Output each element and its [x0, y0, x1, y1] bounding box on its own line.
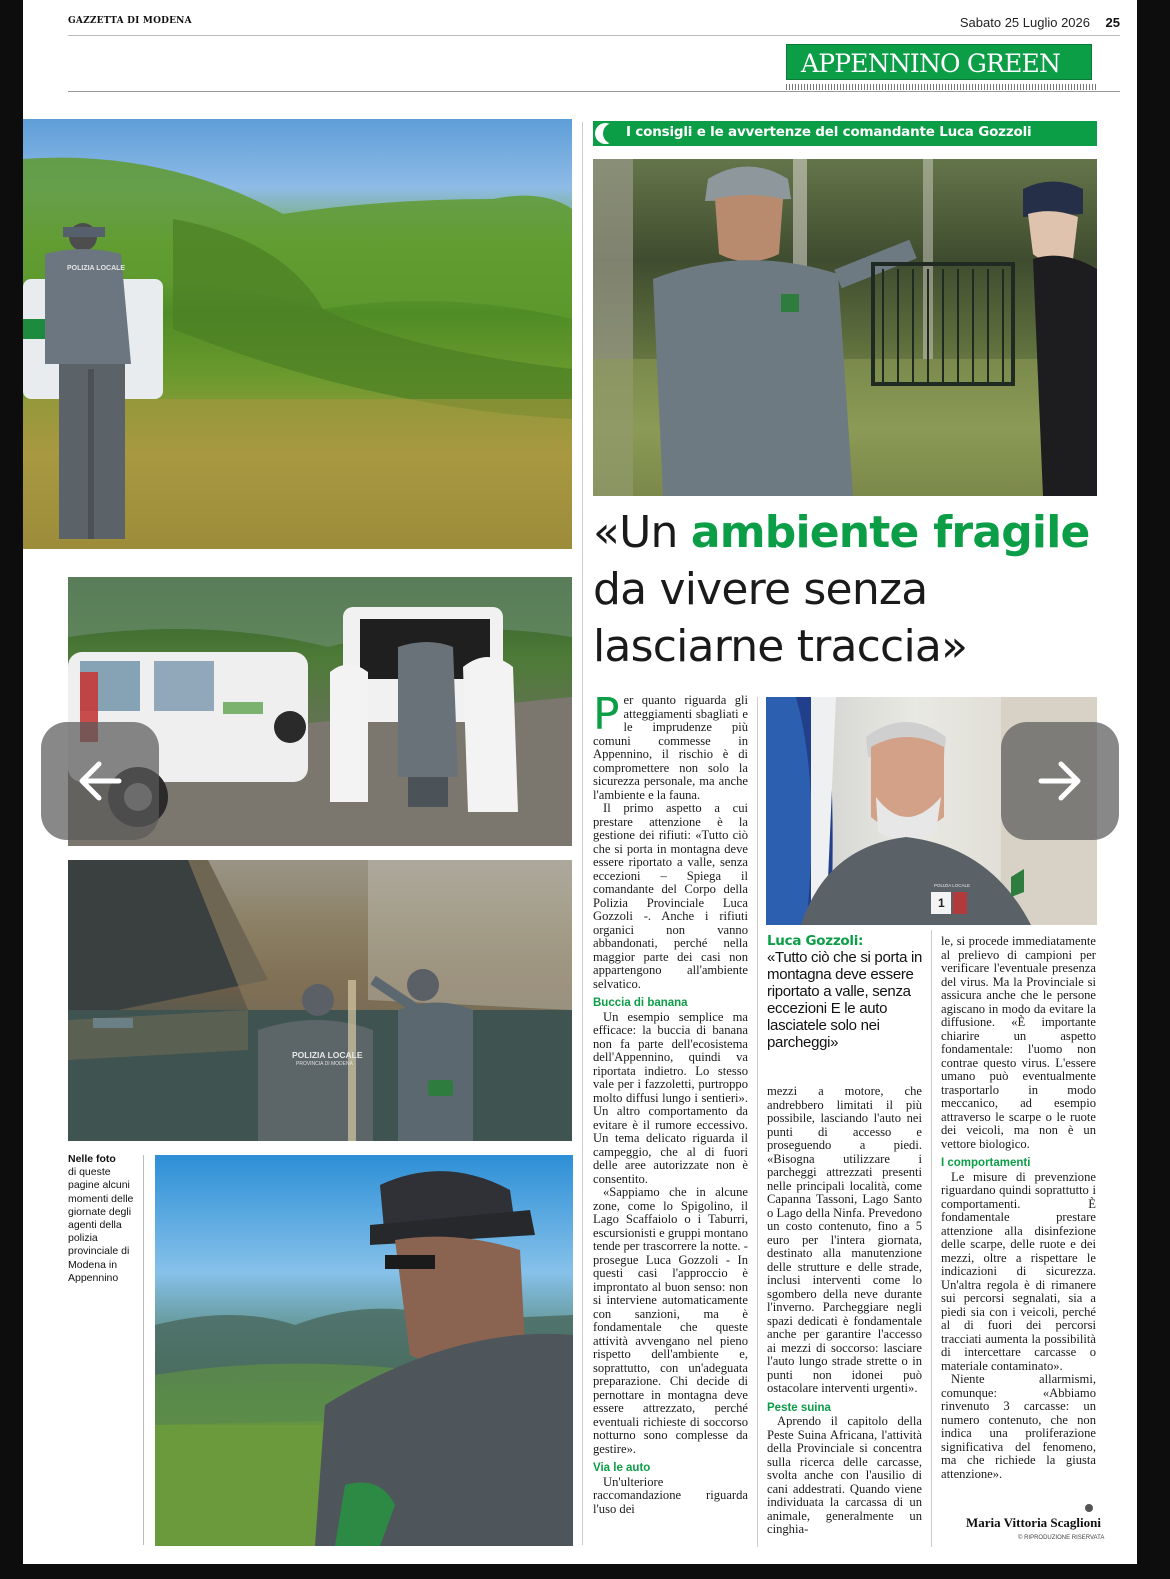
caption-rule [143, 1155, 144, 1545]
paragraph: Un esempio semplice ma efficace: la buccia di banana non fa parte dell'ecosistema dell'Appennino, quindi va riportata indietro. Lo stesso vale per i fazzoletti, purtroppo molto diffusi lungo i sentieri». Un altro comportamento da evitare è il rumore eccessivo. Un tema delicato riguarda il campeggio, che al di fuori delle aree autorizzate non è consentito. [593, 1009, 748, 1186]
headline-highlight: ambiente fragile [690, 507, 1090, 558]
article-column-2 [767, 1085, 922, 1547]
headline-open: «Un [593, 507, 691, 558]
paragraph: Aprendo il capitolo della Peste Suina Africana, l'attività della Provinciale si concentra sulla ricerca delle carcasse, svolta anche con l'ausilio di cani addestrati. Quando viene individuata la carcassa di un animale, generalmente un cinghia- [767, 1414, 922, 1536]
paper-name: GAZZETTA DI MODENA [68, 16, 192, 26]
uniform-subtext: PROVINCIA DI MODENA [296, 1061, 353, 1067]
previous-page-button[interactable] [41, 722, 159, 840]
photo-officer-hillside [23, 119, 572, 549]
caption-bold: Nelle foto [68, 1153, 116, 1165]
column-rule [931, 930, 932, 1547]
kicker-text: I consigli e le avvertenze del comandante Luca Gozzoli [626, 124, 1032, 140]
paragraph: Niente allarmismi, comunque: «Abbiamo rinvenuto 3 carcasse: un numero contenuto, che non indica una proliferazione significativa del fenomeno, ma che richiede la giusta attenzione». [941, 1372, 1096, 1481]
masthead [68, 14, 1120, 36]
section-header [786, 44, 1097, 92]
uniform-text: POLIZIA LOCALE [292, 1050, 363, 1060]
subhead-comportamenti: I comportamenti [941, 1157, 1031, 1169]
caption-text: di queste pagine alcuni momenti delle giornate degli agenti della polizia provinciale di Modena in Appennino [68, 1166, 134, 1284]
article-column-1 [593, 689, 748, 1549]
byline: Maria Vittoria Scaglioni [965, 1515, 1101, 1530]
paragraph: le, si procede immediatamente al prelievo di campioni per verificare l'eventuale presenza del virus. Ma la Provinciale si assicura anche che le persone agiscano in modo da evitare la diffusione. «È importante chiarire un aspetto fondamentale: l'uomo non contrae questo virus. L'essere umano può eventualmente trasportarlo in modo meccanico, ad esempio attraverso le scarpe o le ruote dei veicoli, ma non è un vettore biologico. [941, 934, 1096, 1151]
section-divider [786, 84, 1098, 90]
photo-commander-cage [593, 159, 1097, 496]
subhead-buccia: Buccia di banana [593, 997, 688, 1009]
article-headline [593, 504, 1113, 675]
arrow-right-icon [1035, 756, 1085, 806]
section-title: APPENNINO GREEN [801, 49, 1061, 78]
paragraph: «Sappiamo che in alcune zone, come lo Spigolino, il Lago Scaffaiolo o i Taburri, escursionisti e gruppi montano tende per trascorrere la notte. -prosegue Luca Gozzoli - In questi casi l'approccio è improntato al buon senso: non si interviene automaticamente con sanzioni, ma è fondamentale che queste attività avvengano nel pieno rispetto dell'ambiente e, soprattutto, con un'adeguata preparazione. Chi decide di pernottare in montagna deve essere attrezzato, perché eventuali richieste di soccorso notturno sono complesse da gestire». [593, 1185, 748, 1456]
dropcap: P [593, 689, 620, 740]
next-page-button[interactable] [1001, 722, 1119, 840]
uniform-text: POLIZIA LOCALE [67, 265, 126, 272]
header-rule [68, 91, 1120, 92]
subhead-peste: Peste suina [767, 1401, 831, 1414]
photo-officers-lake [68, 860, 572, 1141]
paragraph: mezzi a motore, che andrebbero limitati il più possibile, lasciando l'auto nei punti di accesso e proseguendo a piedi. «Bisogna utilizzare i parcheggi attrezzati presenti nelle principali località, come Capanna Tassoni, Lago Santo o Lago della Ninfa. Prevedono un costo contenuto, fino a 5 euro per l'intera giornata, destinato alla manutenzione delle strutture e delle strade, inclusi interventi come lo sgombero della neve durante l'inverno. Parcheggiare negli spazi dedicati è fondamentale anche per garantire l'accesso ai mezzi di soccorso: lasciare l'auto lungo strade strette o in punti non idonei può ostacolare interventi urgenti». [767, 1084, 922, 1395]
patch-number: 1 [938, 896, 945, 910]
paragraph: er quanto riguarda gli atteggiamenti sbagliati e le imprudenze più comuni commesse in Appennino, il rischio è di compromettere non solo la sicurezza personale, ma anche l'ambiente e la fauna. [593, 693, 748, 802]
pull-quote [767, 933, 927, 1051]
photo-officer-mountain-view [155, 1155, 573, 1546]
uniform-text: POLIZIA LOCALE [934, 883, 971, 888]
copyright-note: © RIPRODUZIONE RISERVATA [1018, 1535, 1105, 1541]
end-mark-icon [1085, 1504, 1093, 1512]
paragraph: Le misure di prevenzione riguardano quindi soprattutto i comportamenti. È fondamentale prestare attenzione alla disinfezione delle scarpe, delle ruote e dei mezzi, oltre a rispettare le indicazioni di sicurezza. Un'altra regola è di rimanere sui percorsi segnalati, sia a piedi sia con i veicoli, perché al di fuori dei percorsi tracciati aumenta la possibilità di intercettare carcasse o materiale contaminato». [941, 1169, 1096, 1373]
page-number: 25 [1105, 15, 1120, 30]
newspaper-page [23, 0, 1137, 1564]
paragraph: Un'ulteriore raccomandazione riguarda l'uso dei [593, 1474, 748, 1516]
photo-caption [68, 1153, 138, 1285]
subhead-auto: Via le auto [593, 1462, 651, 1474]
quote-name: Luca Gozzoli: [767, 933, 864, 949]
headline-rest: da vivere senza lasciarne traccia» [593, 564, 968, 672]
column-divider [582, 122, 583, 1545]
arrow-left-icon [75, 756, 125, 806]
kicker-bar [593, 121, 1097, 146]
article-column-3 [941, 935, 1096, 1535]
quote-text: «Tutto ciò che si porta in montagna deve essere riportato a valle, senza eccezioni E le auto lasciatele solo nei parcheggi» [767, 949, 923, 1051]
viewer-background [1137, 0, 1170, 1579]
issue-date: Sabato 25 Luglio 2026 [959, 15, 1090, 30]
column-rule [757, 697, 758, 1547]
paragraph: Il primo aspetto a cui prestare attenzione è la gestione dei rifiuti: «Tutto ciò che si porta in montagna deve essere riportato a valle, senza eccezioni – Spiega il comandante del Corpo della Polizia Provinciale Luca Gozzoli -. Anche i rifiuti organici non vanno abbandonati, perché nella maggior parte dei casi non appartengono all'ambiente selvatico. [593, 801, 748, 991]
